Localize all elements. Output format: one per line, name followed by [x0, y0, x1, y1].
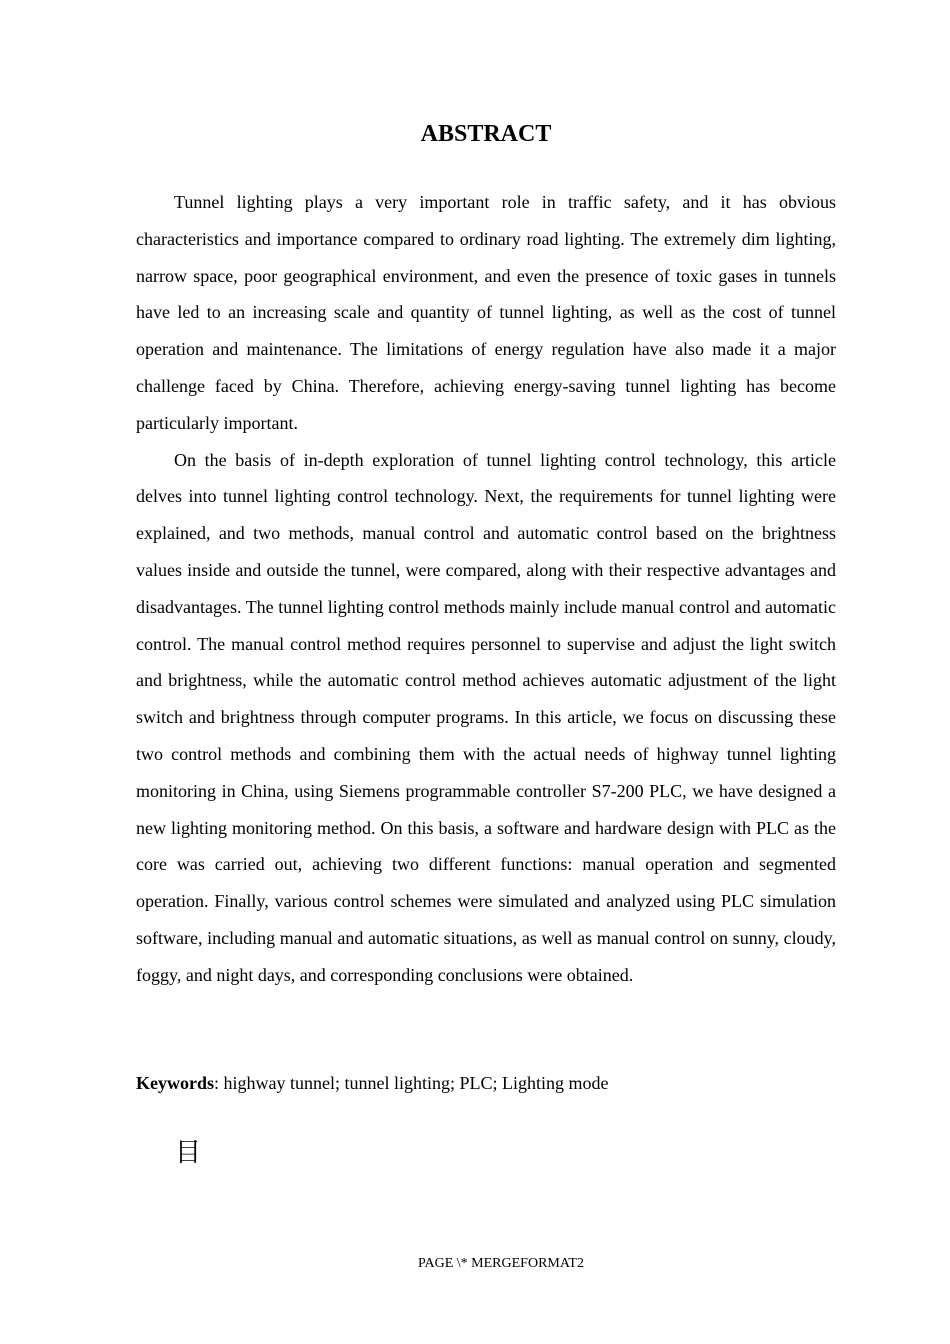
abstract-paragraph-1: Tunnel lighting plays a very important role in traffic safety, and it has obvious characteristics and importance compared to ordinary road lighting. The extremely dim lighting, narrow space, poor geographical environment, and even the presence of toxic gases in tunnels have led to an increasing scale and quantity of tunnel lighting, as well as the cost of tunnel operation and maintenance. The limitations of energy regulation have also made it a major challenge faced by China. Therefore, achieving energy-saving tunnel lighting has become particularly important.	[136, 192, 836, 433]
keywords-line	[136, 1068, 836, 1098]
keywords-label: Keywords	[136, 1073, 214, 1093]
page-footer: PAGE \* MERGEFORMAT2	[418, 1256, 584, 1271]
abstract-title: ABSTRACT	[420, 121, 552, 147]
abstract-paragraph-2: On the basis of in-depth exploration of tunnel lighting control technology, this article delves into tunnel lighting control technology. Next, the requirements for tunnel lighting were explained, and two methods, manual control and automatic control based on the brightness values inside and outside the tunnel, were compared, along with their respective advantages and disadvantages. The tunnel lighting control methods mainly include manual control and automatic control. The manual control method requires personnel to supervise and adjust the light switch and brightness, while the automatic control method achieves automatic adjustment of the light switch and brightness through computer programs. In this article, we focus on discussing these two control methods and combining them with the actual needs of highway tunnel lighting monitoring in China, using Siemens programmable controller S7-200 PLC, we have designed a new lighting monitoring method. On this basis, a software and hardware design with PLC as the core was carried out, achieving two different functions: manual operation and segmented operation. Finally, various control schemes were simulated and analyzed using PLC simulation software, including manual and automatic situations, as well as manual control on sunny, cloudy, foggy, and night days, and corresponding conclusions were obtained.	[136, 449, 836, 985]
keywords-text: : highway tunnel; tunnel lighting; PLC; Lighting mode	[214, 1073, 609, 1093]
toc-heading-glyph: 目	[175, 1138, 202, 1168]
abstract-body	[136, 184, 836, 994]
